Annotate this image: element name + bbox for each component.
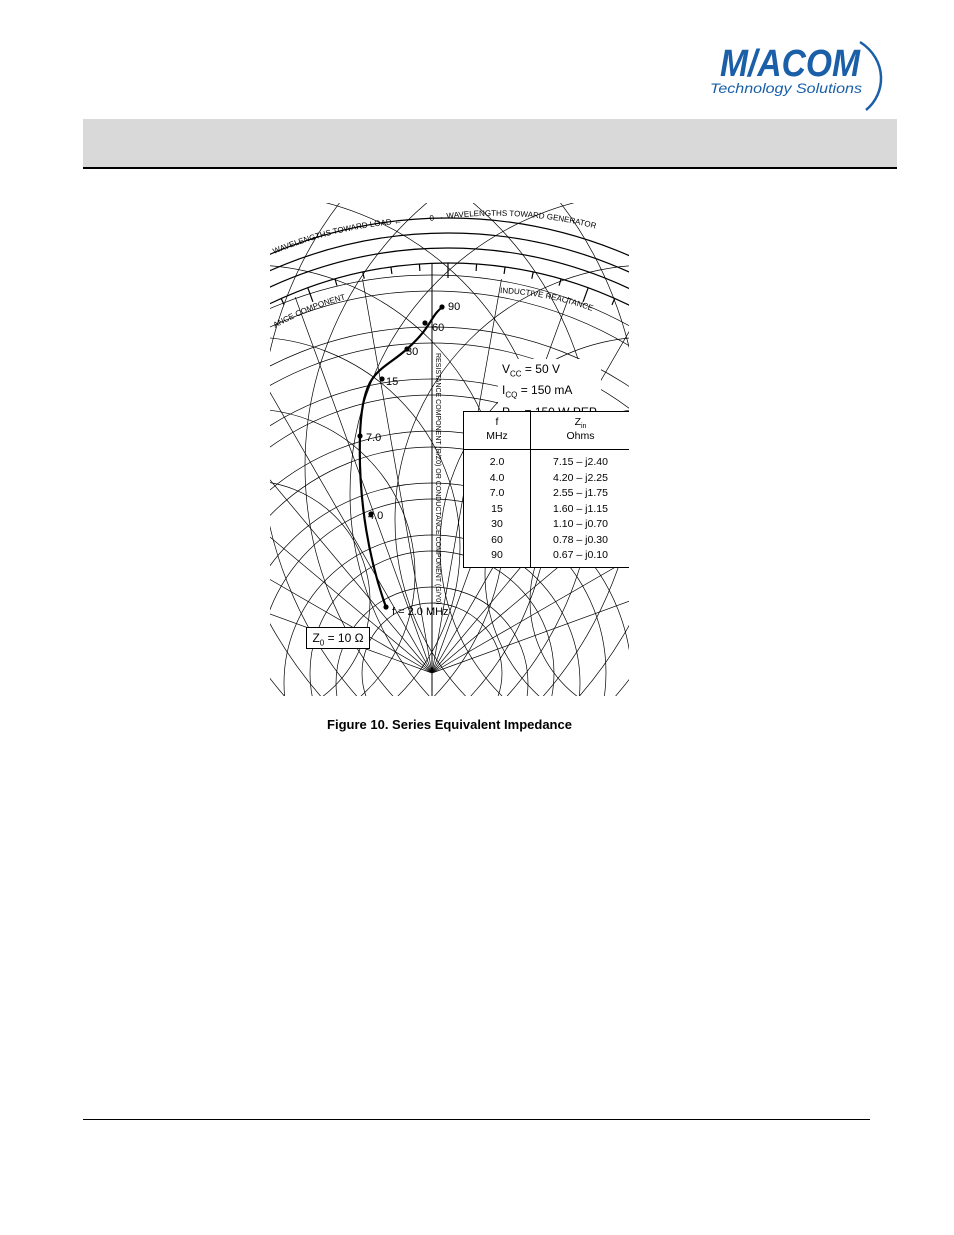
impedance-table-header [464, 412, 629, 450]
scale-wavelengths-load: WAVELENGTHS TOWARD LOAD ← [271, 216, 403, 256]
cell-frequency: 90 [491, 549, 503, 561]
locus-point [357, 433, 362, 438]
scale-tick [532, 272, 533, 279]
cell-frequency: 30 [491, 518, 503, 530]
cell-impedance: 4.20 – j2.25 [553, 471, 608, 484]
locus-point [422, 320, 427, 325]
macom-logo-graphic [700, 38, 890, 114]
vcc-value: = 50 V [524, 362, 560, 376]
table-row [464, 534, 629, 550]
locus-label: 60 [432, 322, 445, 334]
scale-tick [308, 288, 313, 302]
scale-tick [504, 267, 505, 274]
scale-inductive-reactance: INDUCTIVE REACTANCE [499, 286, 595, 313]
cell-impedance: 0.78 – j0.30 [553, 533, 608, 546]
scale-wavelengths-generator: 0 → WAVELENGTHS TOWARD GENERATOR [428, 208, 598, 231]
footer-rule [83, 1119, 870, 1120]
col-f-title: f [495, 416, 499, 428]
z0-label-box: $Z_0 = 10$ Ω [306, 627, 370, 649]
table-row [464, 503, 629, 519]
table-row [464, 472, 629, 488]
scale-tick [583, 288, 588, 302]
scale-tick [559, 279, 561, 286]
cell-impedance: 2.55 – j1.75 [553, 487, 608, 499]
cell-frequency: 7.0 [489, 487, 505, 499]
icq-value: = 150 mA [520, 383, 573, 398]
col-z-title: $Z_{in}$ [574, 416, 587, 431]
table-row [464, 518, 629, 534]
locus-label: f = 2.0 MHz [392, 606, 449, 618]
locus-point [383, 604, 388, 609]
scale-tick [391, 267, 392, 274]
cell-impedance: 7.15 – j2.40 [553, 456, 608, 468]
locus-label: 4.0 [368, 510, 384, 522]
logo-wordmark: M/ACOM [720, 43, 862, 85]
table-row [464, 487, 629, 503]
smith-chart-figure [270, 203, 629, 696]
cell-frequency: 60 [491, 533, 503, 546]
table-row [464, 549, 629, 565]
operating-conditions: $V_{CC} = 50$ V $I_{CQ} = 150$ mA [498, 359, 601, 427]
locus-label: 15 [386, 376, 399, 388]
cell-frequency: 4.0 [489, 471, 505, 484]
impedance-table-body [464, 456, 629, 565]
figure-caption: Figure 10. Series Equivalent Impedance [327, 717, 572, 732]
cell-frequency: 15 [491, 502, 503, 515]
locus-label: 7.0 [366, 432, 382, 444]
cell-impedance: 1.60 – j1.15 [553, 502, 608, 515]
locus-point [379, 376, 384, 381]
macom-logo [700, 38, 890, 114]
impedance-locus [360, 306, 444, 607]
col-f-unit: MHz [486, 430, 508, 442]
cell-frequency: 2.0 [489, 456, 505, 468]
table-row [464, 456, 629, 472]
logo-tagline: Technology Solutions [710, 80, 862, 96]
locus-label: 90 [448, 301, 461, 313]
impedance-table [463, 411, 629, 568]
locus-label: 30 [406, 346, 419, 358]
header-band [83, 119, 897, 169]
col-z-unit: Ohms [566, 430, 595, 442]
scale-capacitive-component: ANCE COMPONENT [271, 292, 347, 330]
cell-impedance: 0.67 – j0.10 [553, 549, 608, 561]
locus-point [439, 304, 444, 309]
resistance-axis-label: RESISTANCE COMPONENT (R/Z0) OR CONDUCTANCE COMPONENT (G/Y0) [434, 353, 441, 605]
cell-impedance: 1.10 – j0.70 [553, 518, 608, 530]
